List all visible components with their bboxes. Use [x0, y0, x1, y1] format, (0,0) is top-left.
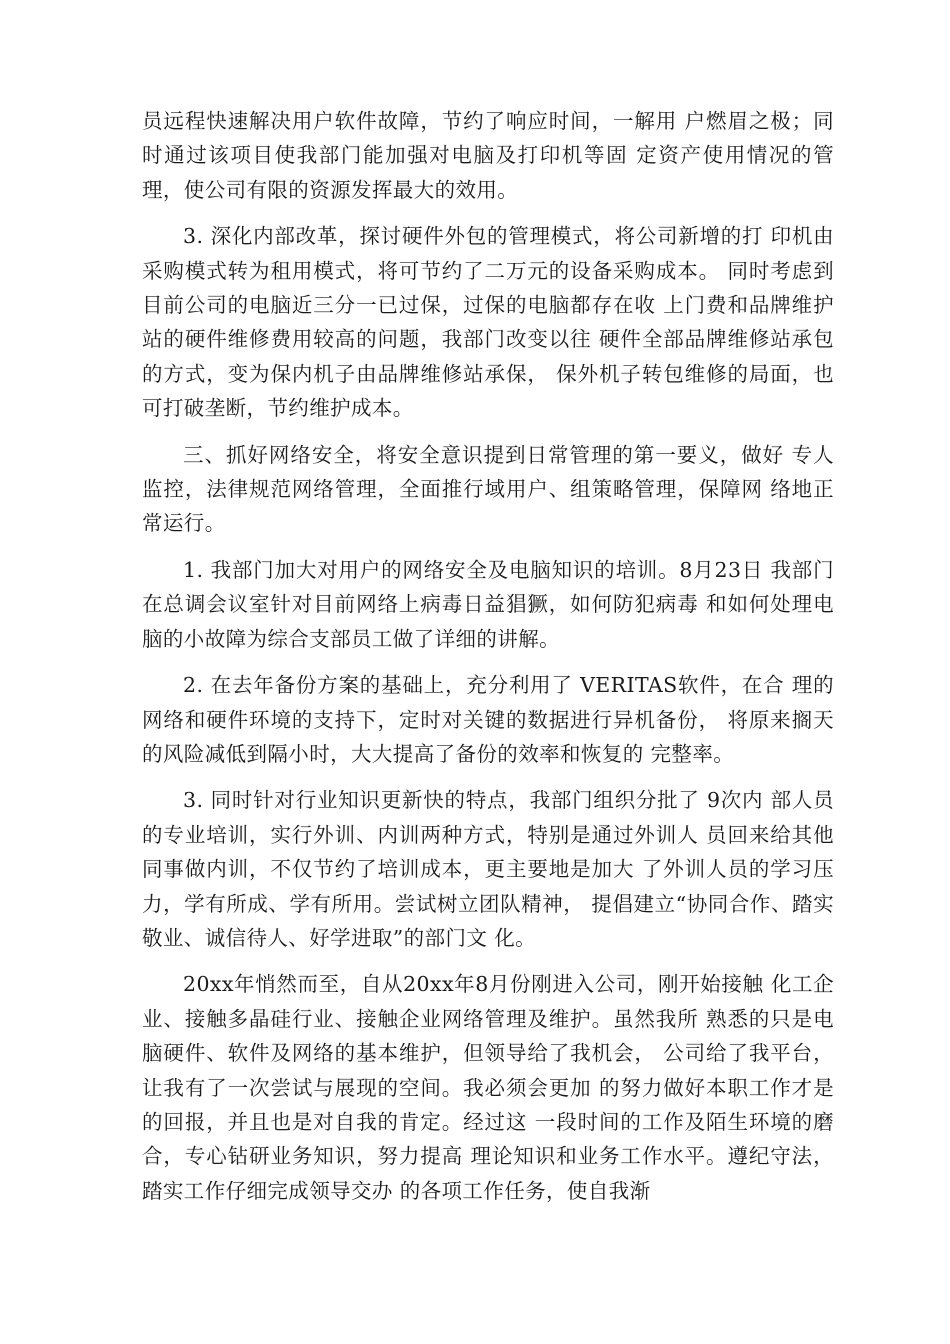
paragraph-item-3-professional-training: 3. 同时针对行业知识更新快的特点，我部门组织分批了 9次内 部人员的专业培训，实行外训、内训两种方式，特别是通过外训人 员回来给其他同事做内训，不仅节约了培训成本，更主要地是加大 了外训人员的学习压力，学有所成、学有所用。尝试树立团队精神， 提倡建立“协同合作、踏实敬业、诚信待人、好学进取”的部门文 化。	[142, 788, 834, 950]
paragraph-item-2-data-backup: 2. 在去年备份方案的基础上，充分利用了 VERITAS软件，在合 理的网络和硬件环境的支持下，定时对关键的数据进行异机备份， 将原来搁天的风险减低到隔小时，大大提高了备份的效率和恢复的 完整率。	[142, 673, 834, 766]
paragraph-section-3-network-security: 三、抓好网络安全，将安全意识提到日常管理的第一要义，做好 专人监控，法律规范网络管理，全面推行域用户、组策略管理，保障网 络地正常运行。	[142, 442, 834, 536]
document-body	[142, 104, 834, 1220]
paragraph-continuation: 员远程快速解决用户软件故障，节约了响应时间，一解用 户燃眉之极；同时通过该项目使我部门能加强对电脑及打印机等固 定资产使用情况的管理，使公司有限的资源发挥最大的效用。	[142, 109, 834, 202]
paragraph-summary: 20xx年悄然而至，自从20xx年8月份刚进入公司，刚开始接触 化工企业、接触多晶硅行业、接触企业网络管理及维护。虽然我所 熟悉的只是电脑硬件、软件及网络的基本维护，但领导给了我机会， 公司给了我平台，让我有了一次尝试与展现的空间。我必须会更加 的努力做好本职工作才是的回报，并且也是对自我的肯定。经过这 一段时间的工作及陌生环境的磨合，专心钻研业务知识，努力提高 理论知识和业务工作水平。遵纪守法，踏实工作仔细完成领导交办 的各项工作任务，使自我渐	[142, 972, 834, 1203]
paragraph-item-1-user-training: 1. 我部门加大对用户的网络安全及电脑知识的培训。8月23日 我部门在总调会议室针对目前网络上病毒日益猖獗，如何防犯病毒 和如何处理电脑的小故障为综合支部员工做了详细的讲解。	[142, 557, 834, 651]
paragraph-item-3-internal-reform: 3. 深化内部改革，探讨硬件外包的管理模式，将公司新增的打 印机由采购模式转为租用模式，将可节约了二万元的设备采购成本。 同时考虑到目前公司的电脑近三分一已过保，过保的电脑都存在收 上门费和品牌维护站的硬件维修费用较高的问题，我部门改变以往 硬件全部品牌维修站承包的方式，变为保内机子由品牌维修站承保， 保外机子转包维修的局面，也可打破垄断，节约维护成本。	[142, 224, 834, 421]
